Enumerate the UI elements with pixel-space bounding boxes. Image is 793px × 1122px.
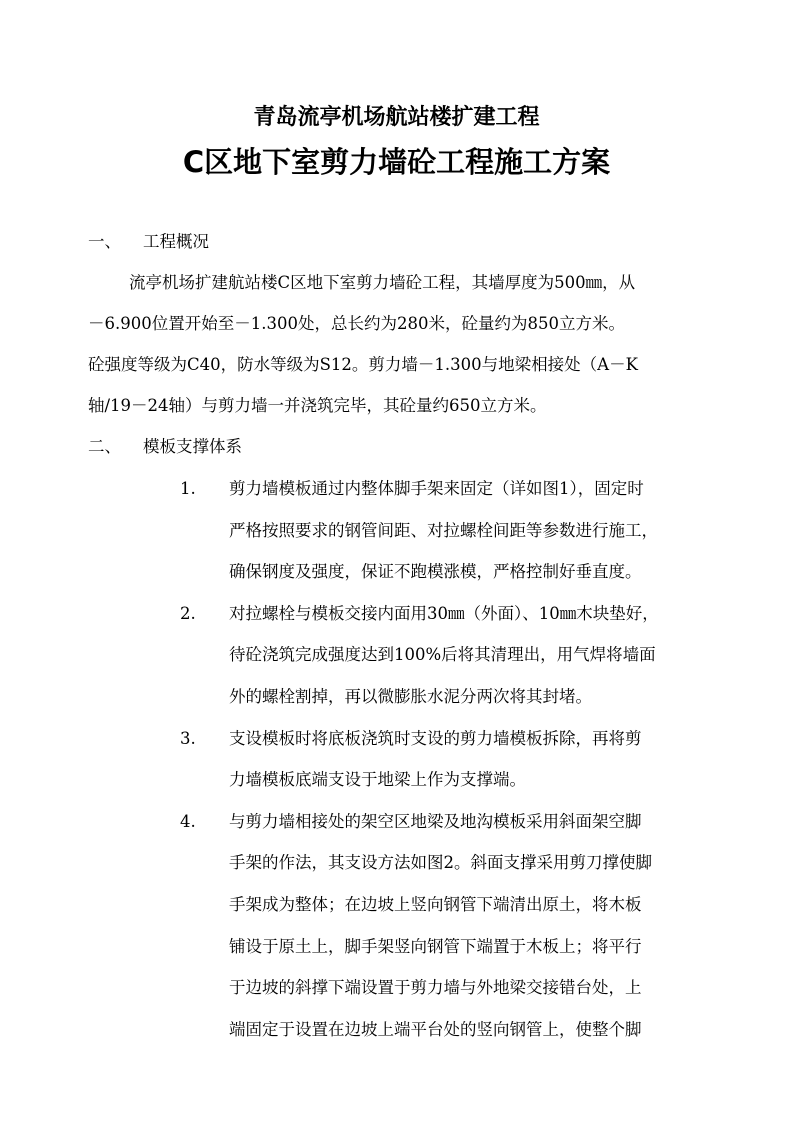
paragraph-line: 流亭机场扩建航站楼C区地下室剪力墙砼工程，其墙厚度为500㎜，从 xyxy=(129,273,636,292)
list-item-number: 2. xyxy=(180,603,196,623)
section-number: 二、 xyxy=(88,437,121,456)
list-item-number: 1. xyxy=(180,479,196,498)
list-item-line: 外的螺栓割掉，再以微膨胀水泥分两次将其封堵。 xyxy=(229,687,592,706)
list-item-line: 力墙模板底端支设于地梁上作为支撑端。 xyxy=(229,770,526,790)
list-item-line: 与剪力墙相接处的架空区地梁及地沟模板采用斜面架空脚 xyxy=(229,811,642,831)
list-item-line: 手架的作法，其支设方法如图2。斜面支撑采用剪刀撑使脚 xyxy=(229,853,652,873)
document-title: 青岛流亭机场航站楼扩建工程 xyxy=(253,105,540,130)
list-item-number: 3. xyxy=(180,728,196,748)
list-item-line: 于边坡的斜撑下端设置于剪力墙与外地梁交接错台处，上 xyxy=(229,978,642,998)
list-item-line: 待砼浇筑完成强度达到100%后将其清理出，用气焊将墙面 xyxy=(229,645,656,665)
list-item-line: 支设模板时将底板浇筑时支设的剪力墙模板拆除，再将剪 xyxy=(229,728,642,748)
list-item-line: 端固定于设置在边坡上端平台处的竖向钢管上，使整个脚 xyxy=(229,1019,642,1039)
section-heading: 工程概况 xyxy=(143,232,209,251)
list-item-line: 剪力墙模板通过内整体脚手架来固定（详如图1），固定时 xyxy=(229,479,644,498)
paragraph-line: 砼强度等级为C40，防水等级为S12。剪力墙－1.300与地梁相接处（A－K xyxy=(88,355,638,374)
list-item-line: 确保钢度及强度，保证不跑模涨模，严格控制好垂直度。 xyxy=(229,562,642,582)
paragraph-line: －6.900位置开始至－1.300处，总长约为280米，砼量约为850立方米。 xyxy=(88,314,625,333)
list-item-line: 对拉螺栓与模板交接内面用30㎜（外面）、10㎜木块垫好， xyxy=(229,603,659,623)
list-item-line: 铺设于原土上，脚手架竖向钢管下端置于木板上；将平行 xyxy=(229,936,642,956)
list-item-number: 4. xyxy=(180,811,196,831)
document-subtitle: C区地下室剪力墙砼工程施工方案 xyxy=(182,145,611,179)
list-item-line: 手架成为整体；在边坡上竖向钢管下端清出原土，将木板 xyxy=(229,895,642,914)
section-number: 一、 xyxy=(88,232,121,251)
list-item-line: 严格按照要求的钢管间距、对拉螺栓间距等参数进行施工， xyxy=(229,520,658,540)
paragraph-line: 轴/19－24轴）与剪力墙一并浇筑完毕，其砼量约650立方米。 xyxy=(88,396,547,415)
section-heading: 模板支撑体系 xyxy=(143,437,242,456)
